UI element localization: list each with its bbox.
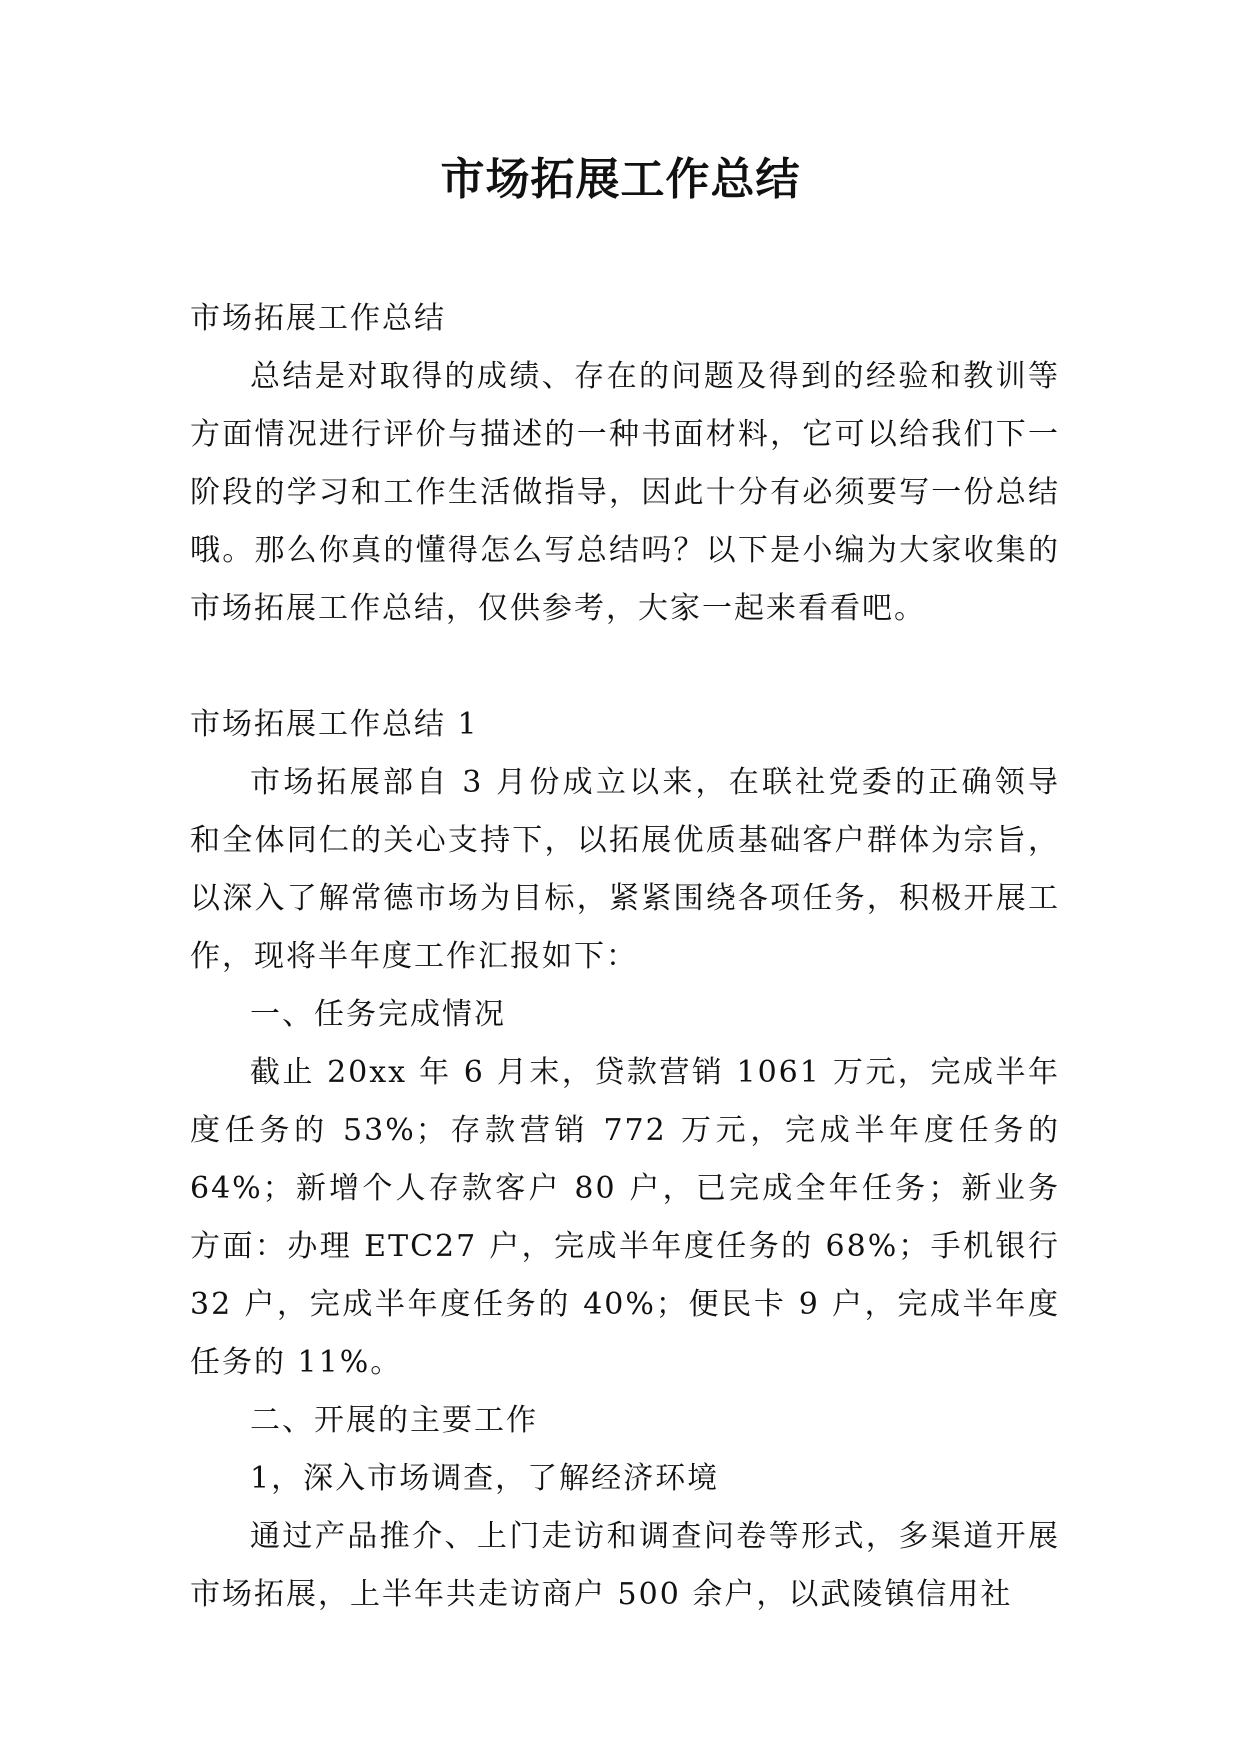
document-title: 市场拓展工作总结 bbox=[440, 154, 801, 205]
section-heading-intro: 市场拓展工作总结 bbox=[190, 301, 446, 336]
summary-1-paragraph: 市场拓展部自 3 月份成立以来，在联社党委的正确领导和全体同仁的关心支持下，以拓展优质基础客户群体为宗旨，以深入了解常德市场为目标，紧紧围绕各项任务，积极开展工作，现将半年度工作汇报如下： bbox=[190, 765, 1060, 974]
intro-paragraph: 总结是对取得的成绩、存在的问题及得到的经验和教训等方面情况进行评价与描述的一种书面材料，它可以给我们下一阶段的学习和工作生活做指导，因此十分有必须要写一份总结哦。那么你真的懂得怎么写总结吗？以下是小编为大家收集的市场拓展工作总结，仅供参考，大家一起来看看吧。 bbox=[190, 359, 1060, 626]
document-body bbox=[190, 290, 1060, 1624]
subheading-main-work: 二、开展的主要工作 bbox=[250, 1403, 538, 1438]
subheading-task-completion: 一、任务完成情况 bbox=[250, 997, 506, 1032]
subheading-market-research: 1，深入市场调查，了解经济环境 bbox=[250, 1461, 720, 1496]
market-research-paragraph: 通过产品推介、上门走访和调查问卷等形式，多渠道开展市场拓展，上半年共走访商户 500 余户，以武陵镇信用社 bbox=[190, 1519, 1060, 1612]
task-completion-paragraph: 截止 20xx 年 6 月末，贷款营销 1061 万元，完成半年度任务的 53%；存款营销 772 万元，完成半年度任务的 64%；新增个人存款客户 80 户，已完成全年任务；新业务方面：办理 ETC27 户，完成半年度任务的 68%；手机银行 32 户，完成半年度任务的 40%；便民卡 9 户，完成半年度任务的 11%。 bbox=[190, 1055, 1060, 1380]
section-heading-summary-1: 市场拓展工作总结 1 bbox=[190, 707, 479, 742]
